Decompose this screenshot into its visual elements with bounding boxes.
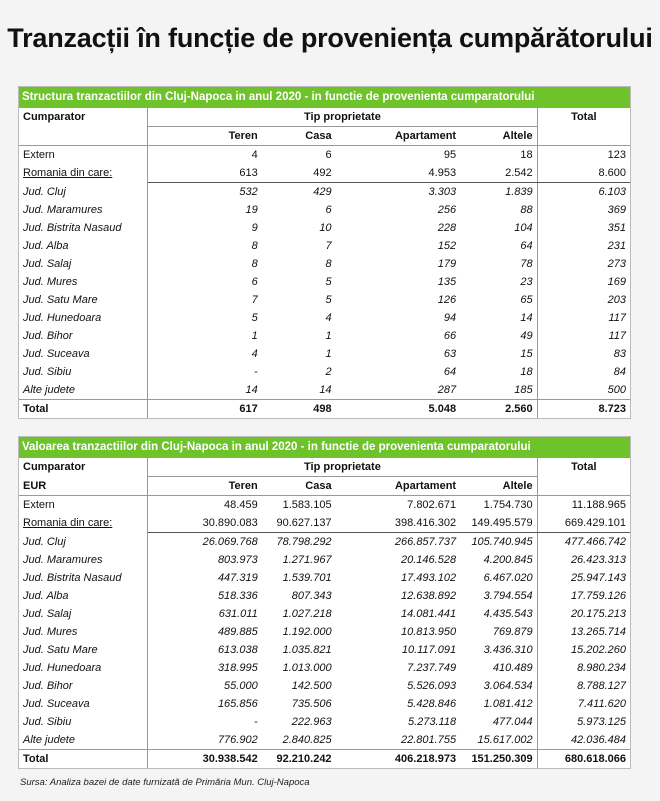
cell-value: 92.210.242 [262, 750, 336, 769]
table-row [19, 164, 630, 183]
cell-value: 398.416.302 [336, 514, 461, 533]
row-label: Jud. Suceava [19, 345, 148, 363]
row-label: Jud. Salaj [19, 605, 148, 623]
cell-value: 477.466.742 [564, 536, 626, 548]
cell-value: 13.265.714 [570, 626, 626, 638]
cell-value: 8.980.234 [577, 662, 626, 674]
table-row [19, 309, 630, 327]
row-label: Extern [19, 146, 148, 165]
cell-value: 95 [443, 149, 457, 161]
cell-value: 4 [251, 348, 258, 360]
row-label: Jud. Suceava [19, 695, 148, 713]
cell-value: 18 [460, 363, 537, 381]
cell-value: 2 [325, 366, 332, 378]
cell-value: 14 [460, 309, 537, 327]
cell-value: 78.798.292 [276, 536, 332, 548]
cell-value: 1 [325, 348, 332, 360]
table-row [19, 514, 630, 533]
cell-value: 266.857.737 [394, 536, 457, 548]
cell-value: 25.947.143 [570, 572, 626, 584]
row-label: Jud. Bistrita Nasaud [19, 569, 148, 587]
row-label: Jud. Satu Mare [19, 291, 148, 309]
col-header-total: Total [571, 111, 597, 124]
col-header-apartament: Apartament [336, 477, 461, 496]
cell-value: 55.000 [224, 680, 258, 692]
cell-value: 1.035.821 [282, 644, 332, 656]
row-label: Jud. Cluj [19, 183, 148, 202]
row-label: Jud. Maramures [19, 551, 148, 569]
col-header-casa: Casa [262, 127, 336, 146]
cell-value: 1.192.000 [282, 626, 332, 638]
value-table [19, 458, 630, 768]
cell-value: 669.429.101 [537, 514, 630, 533]
cell-value: 5 [325, 294, 332, 306]
structure-table-body [19, 146, 630, 419]
table-row [19, 605, 630, 623]
source-note: Sursa: Analiza bazei de date furnizată de Primăria Mun. Cluj-Napoca [20, 777, 310, 788]
row-label: Jud. Maramures [19, 201, 148, 219]
cell-value: 231 [607, 240, 626, 252]
cell-value: 9 [251, 222, 258, 234]
table-row [19, 551, 630, 569]
cell-value: 15.202.260 [570, 644, 626, 656]
cell-value: 6 [325, 204, 332, 216]
structure-table [19, 108, 630, 418]
cell-value: 17.759.126 [570, 590, 626, 602]
cell-value: 1.271.967 [282, 554, 332, 566]
cell-value: 7.411.620 [577, 698, 626, 710]
page-title: Tranzacții în funcție de proveniența cumpărătorului [7, 23, 653, 53]
table-row [19, 496, 630, 515]
table-row [19, 237, 630, 255]
cell-value: 88 [460, 201, 537, 219]
cell-value: 165.856 [217, 698, 258, 710]
cell-value: 179 [437, 258, 457, 270]
cell-value: 287 [437, 384, 457, 396]
cell-value: 42.036.484 [570, 734, 626, 746]
cell-value: 18 [460, 146, 537, 165]
cell-value: 2.840.825 [282, 734, 332, 746]
cell-value: - [254, 366, 258, 378]
cell-value: 3.436.310 [460, 641, 537, 659]
cell-value: 23 [460, 273, 537, 291]
cell-value: 228 [437, 222, 457, 234]
cell-value: 1 [325, 330, 332, 342]
cell-value: 10 [319, 222, 332, 234]
cell-value: 6.467.020 [460, 569, 537, 587]
cell-value: 152 [437, 240, 457, 252]
cell-value: 498 [262, 400, 336, 419]
cell-value: 12.638.892 [401, 590, 457, 602]
cell-value: 351 [607, 222, 626, 234]
table-row [19, 713, 630, 731]
cell-value: 477.044 [460, 713, 537, 731]
cell-value: 94 [443, 312, 457, 324]
cell-value: 149.495.579 [460, 514, 537, 533]
row-label: Romania din care: [19, 514, 148, 533]
cell-value: 20.175.213 [570, 608, 626, 620]
row-label: Jud. Satu Mare [19, 641, 148, 659]
cell-value: 6 [325, 149, 332, 161]
col-header-cumparator: Cumparator [19, 458, 148, 477]
cell-value: 5 [251, 312, 258, 324]
cell-value: 65 [460, 291, 537, 309]
row-label: Jud. Salaj [19, 255, 148, 273]
cell-value: 8.788.127 [577, 680, 626, 692]
cell-value: 203 [607, 294, 626, 306]
cell-value: 617 [148, 400, 262, 419]
cell-value: 11.188.965 [571, 499, 626, 511]
cell-value: 78 [460, 255, 537, 273]
cell-value: 105.740.945 [460, 533, 537, 552]
cell-value: 8.723 [537, 400, 630, 419]
cell-value: 3.303 [428, 186, 457, 198]
cell-value: 803.973 [217, 554, 258, 566]
cell-value: 14.081.441 [401, 608, 457, 620]
cell-value: 19 [245, 204, 258, 216]
cell-value: 406.218.973 [336, 750, 461, 769]
cell-value: 318.995 [217, 662, 258, 674]
row-label: Jud. Alba [19, 237, 148, 255]
cell-value: 22.801.755 [401, 734, 457, 746]
cell-value: 169 [607, 276, 626, 288]
cell-value: 20.146.528 [401, 554, 457, 566]
cell-value: 14 [319, 384, 332, 396]
cell-value: 26.069.768 [202, 536, 258, 548]
cell-value: 1 [251, 330, 258, 342]
table-row [19, 623, 630, 641]
cell-value: 1.013.000 [282, 662, 332, 674]
cell-value: 64 [443, 366, 457, 378]
cell-value: 500 [607, 384, 626, 396]
row-label: Jud. Mures [19, 623, 148, 641]
cell-value: 4.435.543 [460, 605, 537, 623]
cell-value: 10.117.091 [401, 644, 457, 656]
cell-value: 518.336 [217, 590, 258, 602]
table-row [19, 255, 630, 273]
table-row [19, 695, 630, 713]
row-label: Jud. Bihor [19, 327, 148, 345]
cell-value: 83 [613, 348, 626, 360]
cell-value: 410.489 [460, 659, 537, 677]
cell-value: 1.027.218 [282, 608, 332, 620]
structure-panel [18, 86, 631, 419]
col-header-tip-proprietate: Tip proprietate [148, 458, 537, 477]
cell-value: 117 [608, 312, 626, 324]
cell-value: 7 [325, 240, 332, 252]
cell-value: 104 [460, 219, 537, 237]
cell-value: 5.273.118 [407, 716, 457, 728]
cell-value: 8 [251, 258, 258, 270]
cell-value: 1.839 [460, 183, 537, 202]
table-row [19, 345, 630, 363]
cell-value: 117 [608, 330, 626, 342]
col-header-altele: Altele [460, 127, 537, 146]
cell-value: 49 [460, 327, 537, 345]
cell-value: 4.953 [336, 164, 461, 183]
cell-value: 126 [437, 294, 457, 306]
table-row [19, 363, 630, 381]
cell-value: 4 [251, 149, 258, 161]
cell-value: 489.885 [217, 626, 258, 638]
cell-value: 5.048 [336, 400, 461, 419]
cell-value: 8 [325, 258, 332, 270]
col-header-cumparator: Cumparator [19, 108, 148, 127]
cell-value: 26.423.313 [570, 554, 626, 566]
cell-value: 15 [460, 345, 537, 363]
cell-value: 6.103 [598, 186, 626, 198]
row-label: Total [19, 750, 148, 769]
col-header-total: Total [571, 461, 597, 474]
col-header-altele: Altele [460, 477, 537, 496]
cell-value: 769.879 [460, 623, 537, 641]
table-row [19, 327, 630, 345]
cell-value: 5.973.125 [577, 716, 626, 728]
cell-value: 123 [607, 149, 626, 161]
cell-value: 151.250.309 [460, 750, 537, 769]
cell-value: 273 [607, 258, 626, 270]
cell-value: 1.583.105 [282, 499, 332, 511]
cell-value: 631.011 [218, 608, 258, 620]
cell-value: 1.754.730 [460, 496, 537, 515]
table-row [19, 381, 630, 400]
row-label: Total [19, 400, 148, 419]
cell-value: 5.428.846 [407, 698, 457, 710]
cell-value: 3.794.554 [460, 587, 537, 605]
cell-value: 66 [443, 330, 457, 342]
row-label: Jud. Mures [19, 273, 148, 291]
cell-value: - [254, 716, 258, 728]
row-label: Romania din care: [19, 164, 148, 183]
cell-value: 2.560 [460, 400, 537, 419]
cell-value: 776.902 [217, 734, 258, 746]
table-row [19, 273, 630, 291]
row-label: Jud. Cluj [19, 533, 148, 552]
cell-value: 63 [443, 348, 457, 360]
table-row [19, 146, 630, 165]
table-row [19, 731, 630, 750]
table-row [19, 533, 630, 552]
cell-value: 492 [262, 164, 336, 183]
row-label: Jud. Alba [19, 587, 148, 605]
cell-value: 2.542 [460, 164, 537, 183]
cell-value: 135 [437, 276, 457, 288]
table-row [19, 569, 630, 587]
cell-value: 48.459 [224, 499, 258, 511]
cell-value: 10.813.950 [401, 626, 457, 638]
table-row [19, 291, 630, 309]
cell-value: 7.802.671 [407, 499, 457, 511]
cell-value: 17.493.102 [401, 572, 457, 584]
cell-value: 369 [607, 204, 626, 216]
row-label: Jud. Bihor [19, 677, 148, 695]
cell-value: 429 [313, 186, 332, 198]
col-header-eur: EUR [19, 477, 148, 496]
cell-value: 30.890.083 [148, 514, 262, 533]
table-row [19, 641, 630, 659]
cell-value: 7.237.749 [407, 662, 457, 674]
table-row [19, 677, 630, 695]
cell-value: 680.618.066 [537, 750, 630, 769]
cell-value: 807.343 [291, 590, 332, 602]
value-panel [18, 436, 631, 769]
table-row [19, 587, 630, 605]
cell-value: 90.627.137 [262, 514, 336, 533]
structure-panel-header: Structura tranzactiilor din Cluj-Napoca in anul 2020 - in functie de provenienta cumparatorului [19, 87, 630, 108]
col-header-apartament: Apartament [336, 127, 461, 146]
cell-value: 1.539.701 [282, 572, 332, 584]
cell-value: 5 [325, 276, 332, 288]
table-row [19, 750, 630, 769]
cell-value: 8 [251, 240, 258, 252]
row-label: Jud. Bistrita Nasaud [19, 219, 148, 237]
row-label: Jud. Hunedoara [19, 309, 148, 327]
cell-value: 30.938.542 [148, 750, 262, 769]
row-label: Alte judete [19, 731, 148, 750]
row-label: Alte judete [19, 381, 148, 400]
value-panel-header: Valoarea tranzactiilor din Cluj-Napoca in anul 2020 - in functie de provenienta cumparatorului [19, 437, 630, 458]
table-row [19, 201, 630, 219]
row-label: Jud. Sibiu [19, 363, 148, 381]
cell-value: 8.600 [537, 164, 630, 183]
cell-value: 5.526.093 [407, 680, 457, 692]
row-label: Jud. Sibiu [19, 713, 148, 731]
cell-value: 613 [148, 164, 262, 183]
table-row [19, 659, 630, 677]
cell-value: 447.319 [217, 572, 258, 584]
table-row [19, 183, 630, 202]
col-header-teren: Teren [148, 477, 262, 496]
cell-value: 256 [437, 204, 457, 216]
value-table-body [19, 496, 630, 769]
table-row [19, 219, 630, 237]
cell-value: 7 [251, 294, 258, 306]
cell-value: 185 [460, 381, 537, 400]
cell-value: 6 [251, 276, 258, 288]
col-header-teren: Teren [148, 127, 262, 146]
cell-value: 532 [239, 186, 258, 198]
col-header-tip-proprietate: Tip proprietate [148, 108, 537, 127]
cell-value: 4 [325, 312, 332, 324]
row-label: Extern [19, 496, 148, 515]
cell-value: 14 [245, 384, 258, 396]
cell-value: 613.038 [217, 644, 258, 656]
cell-value: 1.081.412 [460, 695, 537, 713]
cell-value: 222.963 [291, 716, 332, 728]
cell-value: 3.064.534 [460, 677, 537, 695]
cell-value: 142.500 [291, 680, 332, 692]
cell-value: 64 [460, 237, 537, 255]
table-row [19, 400, 630, 419]
row-label: Jud. Hunedoara [19, 659, 148, 677]
cell-value: 15.617.002 [460, 731, 537, 750]
col-header-casa: Casa [262, 477, 336, 496]
cell-value: 84 [613, 366, 626, 378]
cell-value: 4.200.845 [460, 551, 537, 569]
cell-value: 735.506 [291, 698, 332, 710]
